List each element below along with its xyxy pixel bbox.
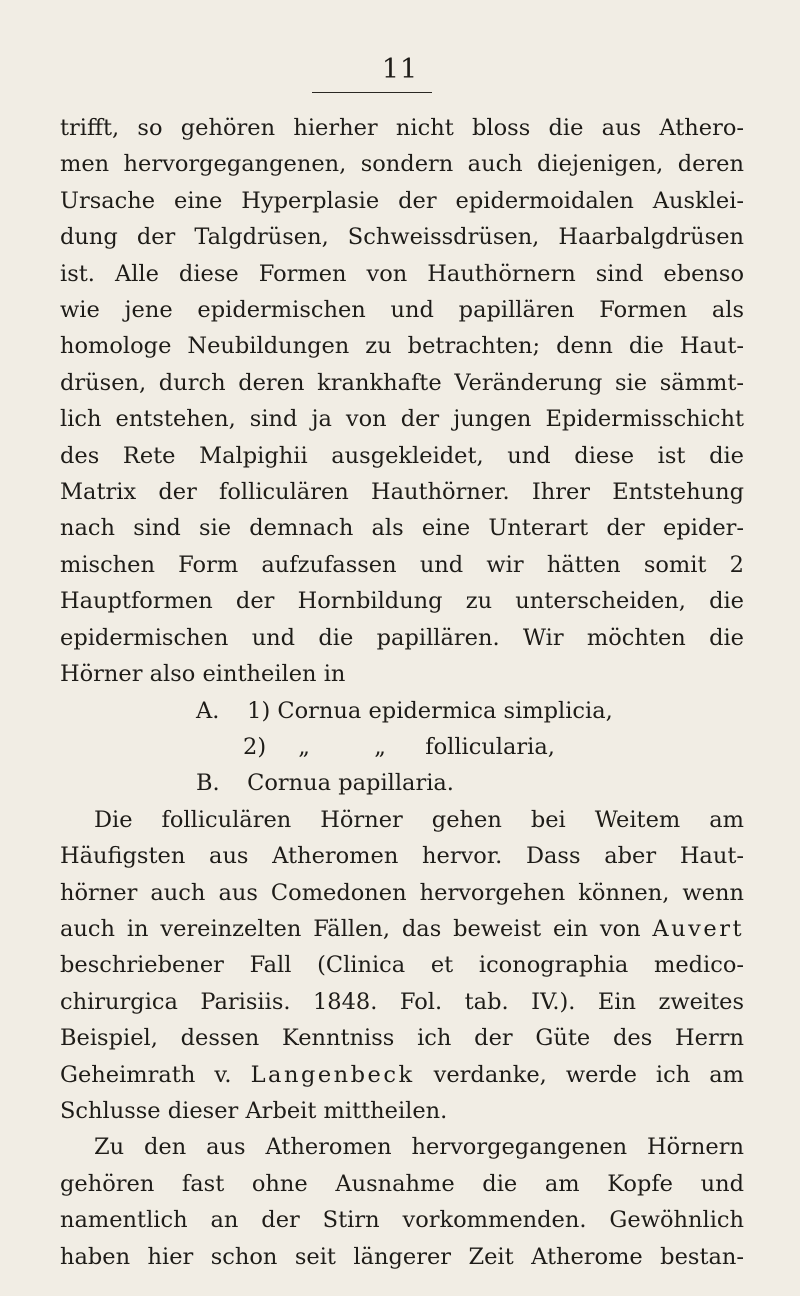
text-line bbox=[60, 911, 744, 947]
text-line: ist. Alle diese Formen von Hauthörnern sind ebenso bbox=[60, 260, 744, 287]
page-number: 11 bbox=[381, 54, 419, 85]
header-rule bbox=[312, 92, 432, 93]
classification-list bbox=[60, 693, 744, 802]
text-line: men hervorgegangenen, sondern auch diejenigen, deren bbox=[60, 151, 744, 178]
text-line: Häufigsten aus Atheromen hervor. Dass aber Haut- bbox=[60, 843, 744, 870]
text-body bbox=[60, 110, 744, 1275]
list-text-a2: follicularia, bbox=[425, 733, 555, 760]
list-text-b: Cornua papillaria. bbox=[247, 770, 454, 797]
paragraph-2 bbox=[60, 802, 744, 1130]
text-line: dung der Talgdrüsen, Schweissdrüsen, Haarbalgdrüsen bbox=[60, 224, 744, 251]
text-line: hörner auch aus Comedonen hervorgehen können, wenn bbox=[60, 879, 744, 906]
text-line: Beispiel, dessen Kenntniss ich der Güte des Herrn bbox=[60, 1025, 744, 1052]
text-line: Schlusse dieser Arbeit mittheilen. bbox=[60, 1097, 448, 1124]
text-line: namentlich an der Stirn vorkommenden. Gewöhnlich bbox=[60, 1207, 744, 1234]
ditto-mark: „ bbox=[374, 733, 386, 760]
list-number-2: 2) bbox=[243, 733, 267, 760]
text-run: Geheimrath v. bbox=[60, 1061, 232, 1088]
text-line: Ursache eine Hyperplasie der epidermoidalen Ausklei- bbox=[60, 187, 744, 214]
text-line: beschriebener Fall (Clinica et iconographia medico- bbox=[60, 952, 744, 979]
text-line: Zu den aus Atheromen hervorgegangenen Hörnern bbox=[94, 1134, 744, 1161]
list-label-a: A. bbox=[196, 697, 220, 724]
text-line: des Rete Malpighii ausgekleidet, und diese ist die bbox=[60, 442, 744, 469]
text-line: haben hier schon seit längerer Zeit Atherome bestan- bbox=[60, 1243, 744, 1270]
text-run: auch in vereinzelten Fällen, das beweist ein von bbox=[60, 915, 641, 942]
text-line: chirurgica Parisiis. 1848. Fol. tab. IV.). Ein zweites bbox=[60, 988, 744, 1015]
text-line: trifft, so gehören hierher nicht bloss die aus Athero- bbox=[60, 115, 744, 141]
list-text-a1: Cornua epidermica simplicia, bbox=[277, 697, 613, 724]
text-line: nach sind sie demnach als eine Unterart der epider- bbox=[60, 515, 744, 542]
list-item-b bbox=[60, 765, 744, 801]
list-number-1: 1) bbox=[247, 697, 271, 724]
list-item-a2 bbox=[60, 729, 744, 765]
text-line: Hörner also eintheilen in bbox=[60, 661, 346, 688]
author-name-auvert: Auvert bbox=[652, 915, 744, 942]
author-name-langenbeck: Langenbeck bbox=[250, 1061, 415, 1088]
list-item-a1 bbox=[60, 693, 744, 729]
text-line: epidermischen und die papillären. Wir möchten die bbox=[60, 624, 744, 651]
list-label-b: B. bbox=[196, 770, 220, 797]
paragraph-1 bbox=[60, 110, 744, 693]
paragraph-3 bbox=[60, 1129, 744, 1275]
text-line: Die folliculären Hörner gehen bei Weitem am bbox=[94, 806, 744, 833]
text-line: mischen Form aufzufassen und wir hätten somit 2 bbox=[60, 551, 744, 578]
text-line: Hauptformen der Hornbildung zu unterscheiden, die bbox=[60, 588, 744, 615]
text-line: drüsen, durch deren krankhafte Veränderung sie sämmt- bbox=[60, 369, 744, 396]
ditto-mark: „ bbox=[298, 733, 310, 760]
text-line bbox=[60, 1057, 744, 1093]
text-line: Matrix der folliculären Hauthörner. Ihrer Entstehung bbox=[60, 479, 744, 506]
text-line: lich entstehen, sind ja von der jungen Epidermisschicht bbox=[60, 406, 744, 433]
text-line: gehören fast ohne Ausnahme die am Kopfe und bbox=[60, 1170, 744, 1197]
text-line: homologe Neubildungen zu betrachten; denn die Haut- bbox=[60, 333, 744, 360]
text-line: wie jene epidermischen und papillären Formen als bbox=[60, 297, 744, 324]
text-run: verdanke, werde ich am bbox=[433, 1061, 744, 1088]
